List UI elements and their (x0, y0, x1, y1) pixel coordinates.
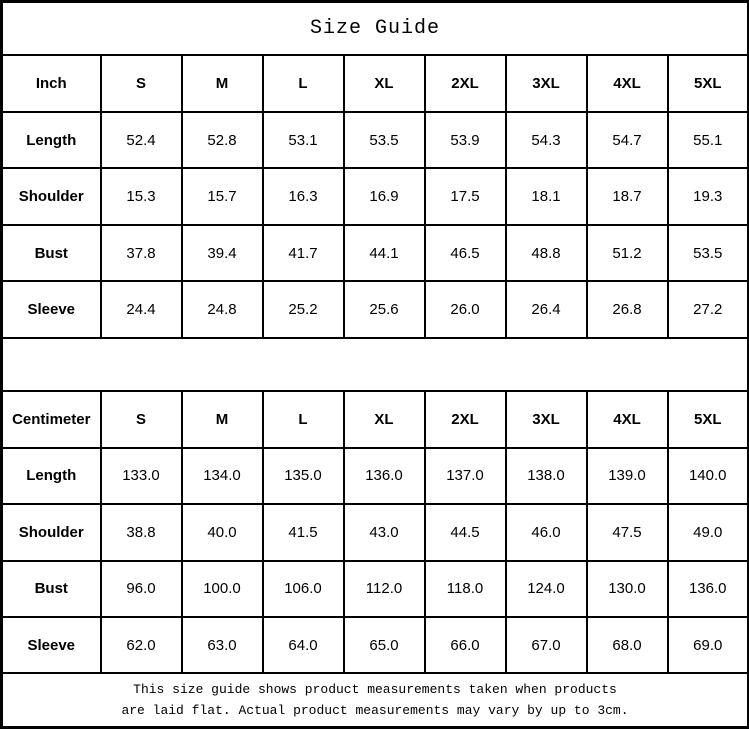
value-cell: 26.4 (506, 281, 587, 337)
size-header-m: M (182, 391, 263, 447)
value-cell: 18.7 (587, 168, 668, 224)
value-cell: 66.0 (425, 617, 506, 673)
row-label: Shoulder (2, 504, 101, 560)
value-cell: 52.4 (101, 112, 182, 168)
table-row-cm-sleeve (2, 617, 749, 673)
row-label: Length (2, 112, 101, 168)
size-header-5xl: 5XL (668, 55, 749, 111)
value-cell: 53.5 (344, 112, 425, 168)
table-row-cm-shoulder (2, 504, 749, 560)
value-cell: 27.2 (668, 281, 749, 337)
value-cell: 135.0 (263, 448, 344, 504)
unit-header-centimeter: Centimeter (2, 391, 101, 447)
value-cell: 39.4 (182, 225, 263, 281)
value-cell: 55.1 (668, 112, 749, 168)
value-cell: 25.6 (344, 281, 425, 337)
size-header-m: M (182, 55, 263, 111)
value-cell: 54.3 (506, 112, 587, 168)
value-cell: 65.0 (344, 617, 425, 673)
value-cell: 67.0 (506, 617, 587, 673)
value-cell: 133.0 (101, 448, 182, 504)
value-cell: 134.0 (182, 448, 263, 504)
value-cell: 46.0 (506, 504, 587, 560)
value-cell: 54.7 (587, 112, 668, 168)
size-header-l: L (263, 391, 344, 447)
value-cell: 38.8 (101, 504, 182, 560)
size-header-xl: XL (344, 391, 425, 447)
value-cell: 106.0 (263, 561, 344, 617)
value-cell: 136.0 (344, 448, 425, 504)
page-title: Size Guide (2, 2, 749, 56)
spacer-cell (2, 338, 749, 391)
row-label: Shoulder (2, 168, 101, 224)
row-label: Bust (2, 225, 101, 281)
title-row (2, 2, 749, 56)
row-label: Length (2, 448, 101, 504)
value-cell: 24.4 (101, 281, 182, 337)
size-header-xl: XL (344, 55, 425, 111)
table-row-inch-shoulder (2, 168, 749, 224)
value-cell: 26.0 (425, 281, 506, 337)
value-cell: 130.0 (587, 561, 668, 617)
value-cell: 17.5 (425, 168, 506, 224)
value-cell: 44.5 (425, 504, 506, 560)
size-header-3xl: 3XL (506, 391, 587, 447)
value-cell: 40.0 (182, 504, 263, 560)
unit-header-inch: Inch (2, 55, 101, 111)
value-cell: 68.0 (587, 617, 668, 673)
value-cell: 41.5 (263, 504, 344, 560)
value-cell: 43.0 (344, 504, 425, 560)
value-cell: 53.5 (668, 225, 749, 281)
size-header-4xl: 4XL (587, 391, 668, 447)
size-header-l: L (263, 55, 344, 111)
value-cell: 124.0 (506, 561, 587, 617)
value-cell: 47.5 (587, 504, 668, 560)
footer-note-line-1: This size guide shows product measurements taken when products (133, 682, 617, 698)
value-cell: 136.0 (668, 561, 749, 617)
size-header-s: S (101, 391, 182, 447)
value-cell: 26.8 (587, 281, 668, 337)
size-header-4xl: 4XL (587, 55, 668, 111)
value-cell: 49.0 (668, 504, 749, 560)
spacer-row (2, 338, 749, 391)
value-cell: 18.1 (506, 168, 587, 224)
value-cell: 48.8 (506, 225, 587, 281)
value-cell: 46.5 (425, 225, 506, 281)
row-label: Bust (2, 561, 101, 617)
value-cell: 53.9 (425, 112, 506, 168)
size-header-s: S (101, 55, 182, 111)
size-header-2xl: 2XL (425, 391, 506, 447)
value-cell: 16.9 (344, 168, 425, 224)
footer-note (2, 673, 749, 727)
size-header-5xl: 5XL (668, 391, 749, 447)
value-cell: 112.0 (344, 561, 425, 617)
row-label: Sleeve (2, 617, 101, 673)
value-cell: 140.0 (668, 448, 749, 504)
cm-header-row (2, 391, 749, 447)
value-cell: 15.3 (101, 168, 182, 224)
value-cell: 62.0 (101, 617, 182, 673)
footer-row (2, 673, 749, 727)
value-cell: 25.2 (263, 281, 344, 337)
value-cell: 19.3 (668, 168, 749, 224)
value-cell: 69.0 (668, 617, 749, 673)
size-header-2xl: 2XL (425, 55, 506, 111)
value-cell: 41.7 (263, 225, 344, 281)
value-cell: 139.0 (587, 448, 668, 504)
value-cell: 118.0 (425, 561, 506, 617)
value-cell: 53.1 (263, 112, 344, 168)
value-cell: 24.8 (182, 281, 263, 337)
table-row-inch-bust (2, 225, 749, 281)
value-cell: 63.0 (182, 617, 263, 673)
value-cell: 137.0 (425, 448, 506, 504)
value-cell: 15.7 (182, 168, 263, 224)
table-row-inch-length (2, 112, 749, 168)
value-cell: 64.0 (263, 617, 344, 673)
table-row-inch-sleeve (2, 281, 749, 337)
footer-note-line-2: are laid flat. Actual product measurements may vary by up to 3cm. (121, 703, 629, 719)
value-cell: 100.0 (182, 561, 263, 617)
value-cell: 44.1 (344, 225, 425, 281)
value-cell: 96.0 (101, 561, 182, 617)
value-cell: 16.3 (263, 168, 344, 224)
value-cell: 51.2 (587, 225, 668, 281)
row-label: Sleeve (2, 281, 101, 337)
size-header-3xl: 3XL (506, 55, 587, 111)
value-cell: 52.8 (182, 112, 263, 168)
value-cell: 37.8 (101, 225, 182, 281)
table-row-cm-bust (2, 561, 749, 617)
inch-header-row (2, 55, 749, 111)
table-row-cm-length (2, 448, 749, 504)
value-cell: 138.0 (506, 448, 587, 504)
